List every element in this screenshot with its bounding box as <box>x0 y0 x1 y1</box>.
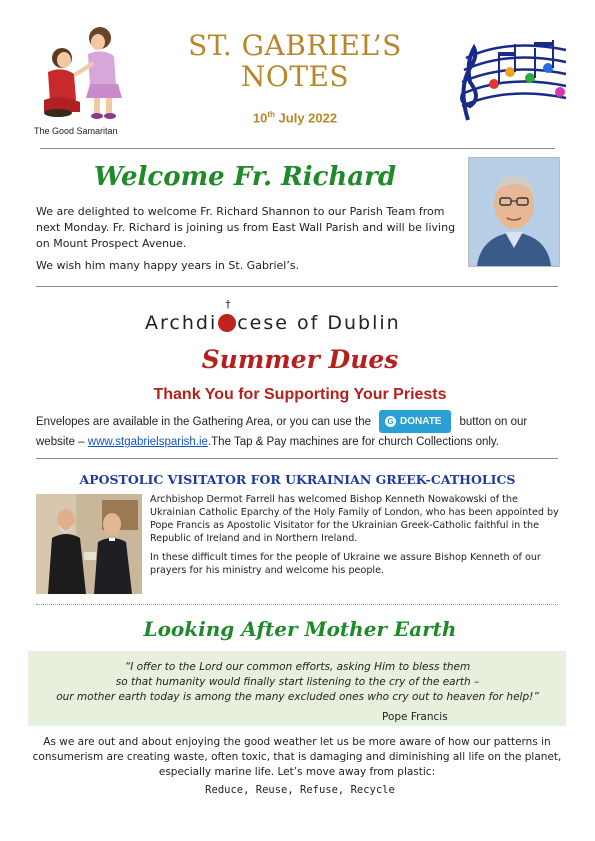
image-caption: The Good Samaritan <box>34 126 118 136</box>
apostolic-paragraph-1: Archbishop Dermot Farrell has welcomed Bishop Kenneth Nowakowski of the Ukrainian Catholic Eparchy of the Holy Family of London, who has been appointed by Pope Francis as Apostolic Visitator for the Ukrainian Greek-Catholic faithful in the Republic of Ireland and in Northern Ireland. <box>150 494 559 544</box>
date-day: 10 <box>252 110 268 126</box>
dues-divider <box>36 458 558 459</box>
closing-paragraph: As we are out and about enjoying the good weather let us be more aware of how our patterns in consumerism are creating waste, often toxic, that is damaging and diminishing all life on the planet, especially marine life. Let’s move away from plastic: <box>32 736 562 778</box>
donate-label: DONATE <box>400 416 442 427</box>
apostolic-paragraph-2: In these difficult times for the people of Ukraine we assure Bishop Kenneth of our prayers for his ministry and welcome his people. <box>150 552 541 576</box>
quote-line-3: our mother earth today is among the many excluded ones who cry out to heaven for help!” <box>56 691 539 703</box>
apostolic-text <box>150 493 560 577</box>
archdiocese-logo <box>145 298 465 334</box>
tap-pay-text: .The Tap & Pay machines are for church Collections only. <box>207 436 500 448</box>
title-line-1: ST. GABRIEL’S <box>188 29 402 62</box>
welcome-paragraph-2: We wish him many happy years in St. Gabriel’s. <box>36 259 300 272</box>
pope-quote <box>30 660 565 705</box>
issue-date <box>200 110 390 125</box>
apostolic-divider <box>36 604 558 605</box>
donate-logo-icon: G <box>385 416 396 427</box>
date-suffix: th <box>267 110 275 119</box>
mother-earth-heading: Looking After Mother Earth <box>143 617 457 641</box>
parish-website-link[interactable]: www.stgabrielsparish.ie <box>87 436 208 448</box>
welcome-paragraph-1: We are delighted to welcome Fr. Richard Shannon to our Parish Team from next Monday. Fr. Richard is joining us from East Wall Parish and will be living on Mount Prospect Avenue. <box>36 205 456 250</box>
archdiocese-dot-icon <box>218 298 236 332</box>
title-line-2: NOTES <box>240 60 350 93</box>
envelopes-paragraph <box>36 410 563 452</box>
website-lead-text: button on our website – <box>36 416 528 448</box>
date-rest: July 2022 <box>274 110 338 126</box>
good-samaritan-image <box>36 20 136 124</box>
quote-author: Pope Francis <box>382 711 448 723</box>
cross-icon: † <box>225 298 233 311</box>
quote-line-2: so that humanity would finally start listening to the cry of the earth – <box>115 676 480 688</box>
archdiocese-text-pre: Archdi <box>145 312 218 334</box>
quote-line-1: “I offer to the Lord our common efforts, asking Him to bless them <box>124 661 471 673</box>
fr-richard-photo <box>468 157 560 267</box>
envelopes-text: Envelopes are available in the Gathering Area, or you can use the <box>36 416 371 428</box>
archdiocese-text-post: cese of Dublin <box>237 312 401 334</box>
donate-button[interactable] <box>379 410 451 433</box>
recycle-slogan: Reduce, Reuse, Refuse, Recycle <box>205 784 395 796</box>
bishops-photo <box>36 494 142 594</box>
summer-dues-heading: Summer Dues <box>201 345 399 374</box>
welcome-heading: Welcome Fr. Richard <box>93 162 397 192</box>
apostolic-heading: APOSTOLIC VISITATOR FOR UKRAINIAN GREEK-CATHOLICS <box>79 472 516 487</box>
music-notes-image <box>448 28 573 128</box>
newsletter-title <box>150 30 440 92</box>
header-divider <box>40 148 555 149</box>
welcome-divider <box>36 286 558 287</box>
thanks-subheading: Thank You for Supporting Your Priests <box>153 386 447 403</box>
